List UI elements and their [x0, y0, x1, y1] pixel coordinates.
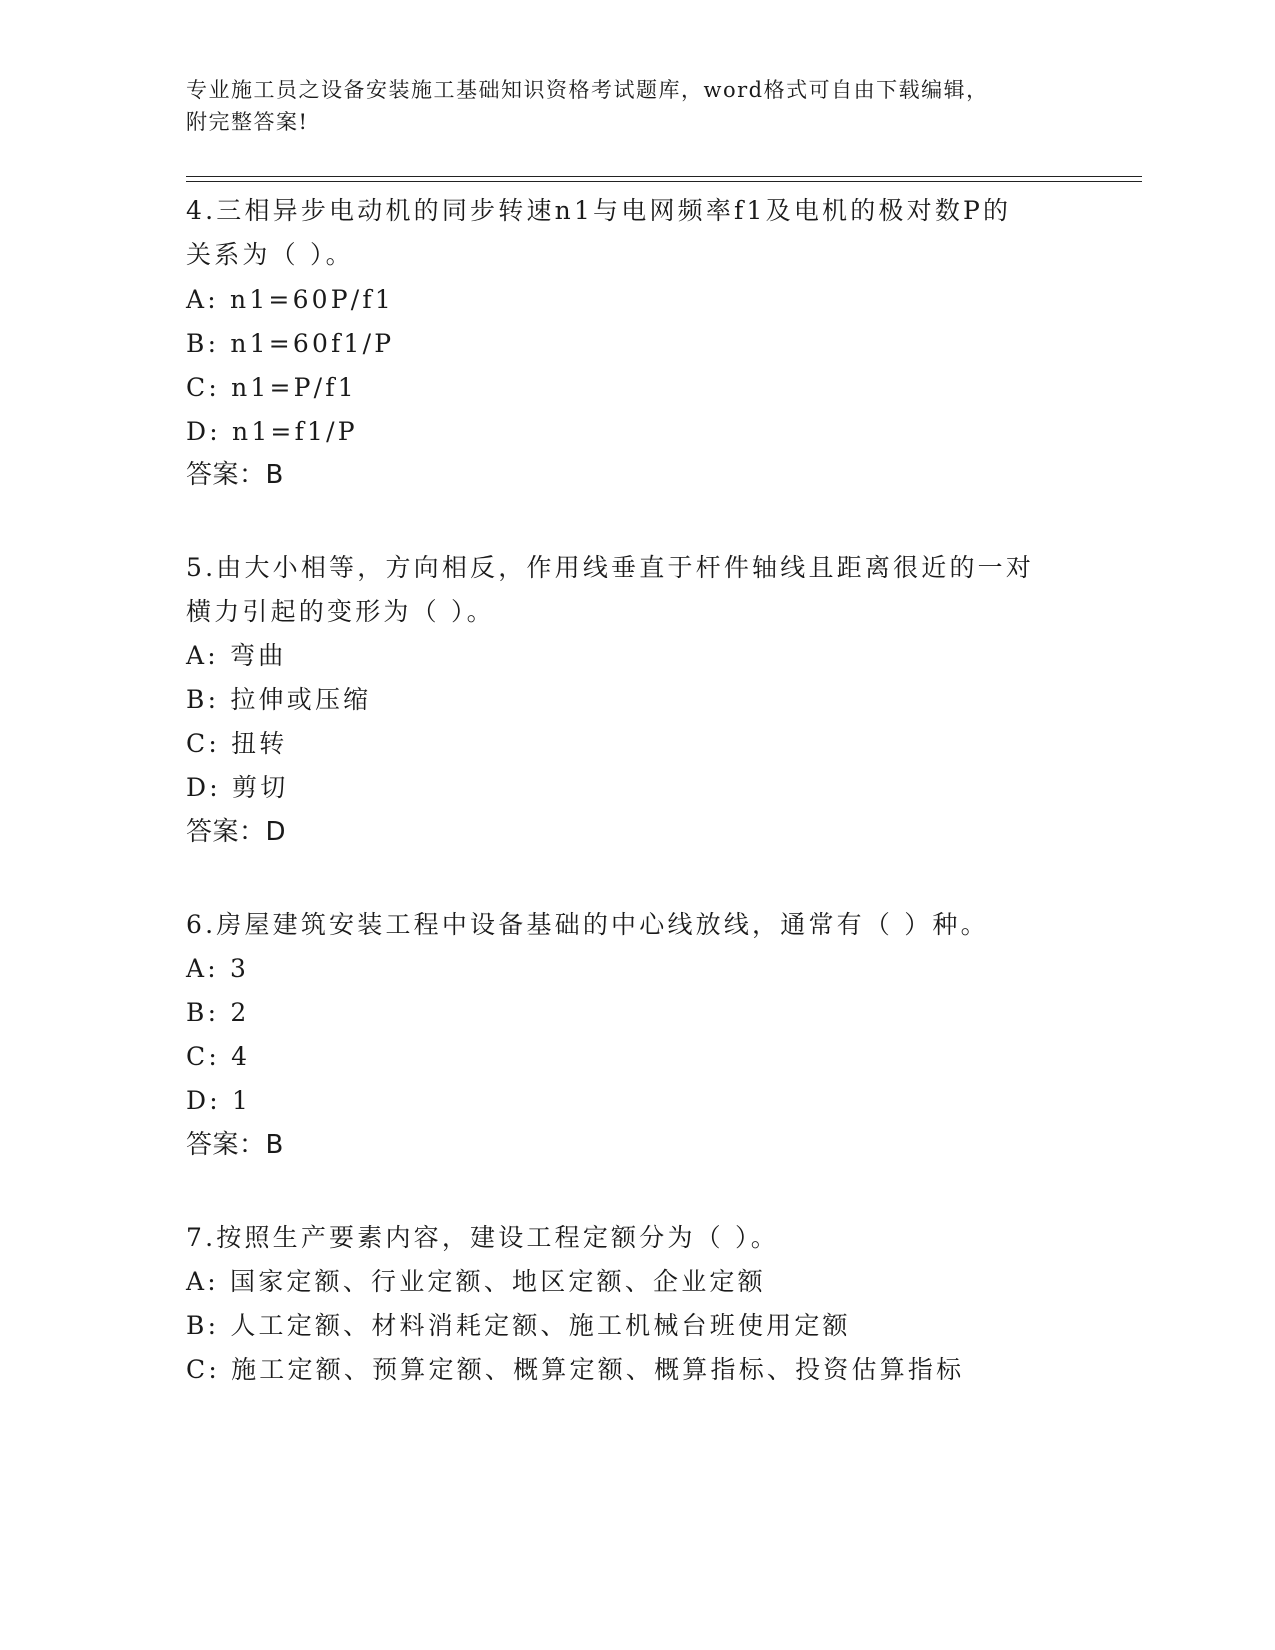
question-stem: 5.由大小相等，方向相反，作用线垂直于杆件轴线且距离很近的一对 — [186, 553, 1035, 582]
answer: 答案：B — [186, 1130, 284, 1160]
option-a: A: 3 — [186, 954, 250, 983]
header-line-1: 专业施工员之设备安装施工基础知识资格考试题库，word格式可自由下载编辑， — [186, 78, 989, 102]
option-c: C: 扭转 — [186, 729, 288, 758]
option-b: B: 拉伸或压缩 — [186, 685, 372, 714]
header-line-2: 附完整答案! — [186, 110, 309, 134]
option-b: B: n1=60f1/P — [186, 329, 395, 358]
option-a: A: n1=60P/f1 — [186, 285, 394, 314]
option-c: C: n1=P/f1 — [186, 373, 357, 402]
answer: 答案：B — [186, 460, 284, 490]
question-stem: 关系为（ ）。 — [186, 240, 354, 269]
option-d: D: 剪切 — [186, 773, 289, 802]
option-d: D: 1 — [186, 1086, 252, 1115]
option-d: D: n1=f1/P — [186, 417, 358, 446]
question-stem: 4.三相异步电动机的同步转速n1与电网频率f1及电机的极对数P的 — [186, 196, 1012, 225]
question-stem: 6.房屋建筑安装工程中设备基础的中心线放线，通常有（ ）种。 — [186, 910, 989, 939]
option-a: A: 国家定额、行业定额、地区定额、企业定额 — [186, 1267, 766, 1296]
header-rule-bottom — [186, 181, 1142, 182]
option-b: B: 人工定额、材料消耗定额、施工机械台班使用定额 — [186, 1311, 851, 1340]
document-header — [186, 74, 1066, 138]
option-a: A: 弯曲 — [186, 641, 287, 670]
option-c: C: 4 — [186, 1042, 251, 1071]
option-c: C: 施工定额、预算定额、概算定额、概算指标、投资估算指标 — [186, 1355, 965, 1384]
answer: 答案：D — [186, 817, 287, 847]
question-stem: 横力引起的变形为（ ）。 — [186, 597, 495, 626]
header-rule-top — [186, 176, 1142, 177]
question-stem: 7.按照生产要素内容，建设工程定额分为（ ）。 — [186, 1223, 779, 1252]
option-b: B: 2 — [186, 998, 250, 1027]
